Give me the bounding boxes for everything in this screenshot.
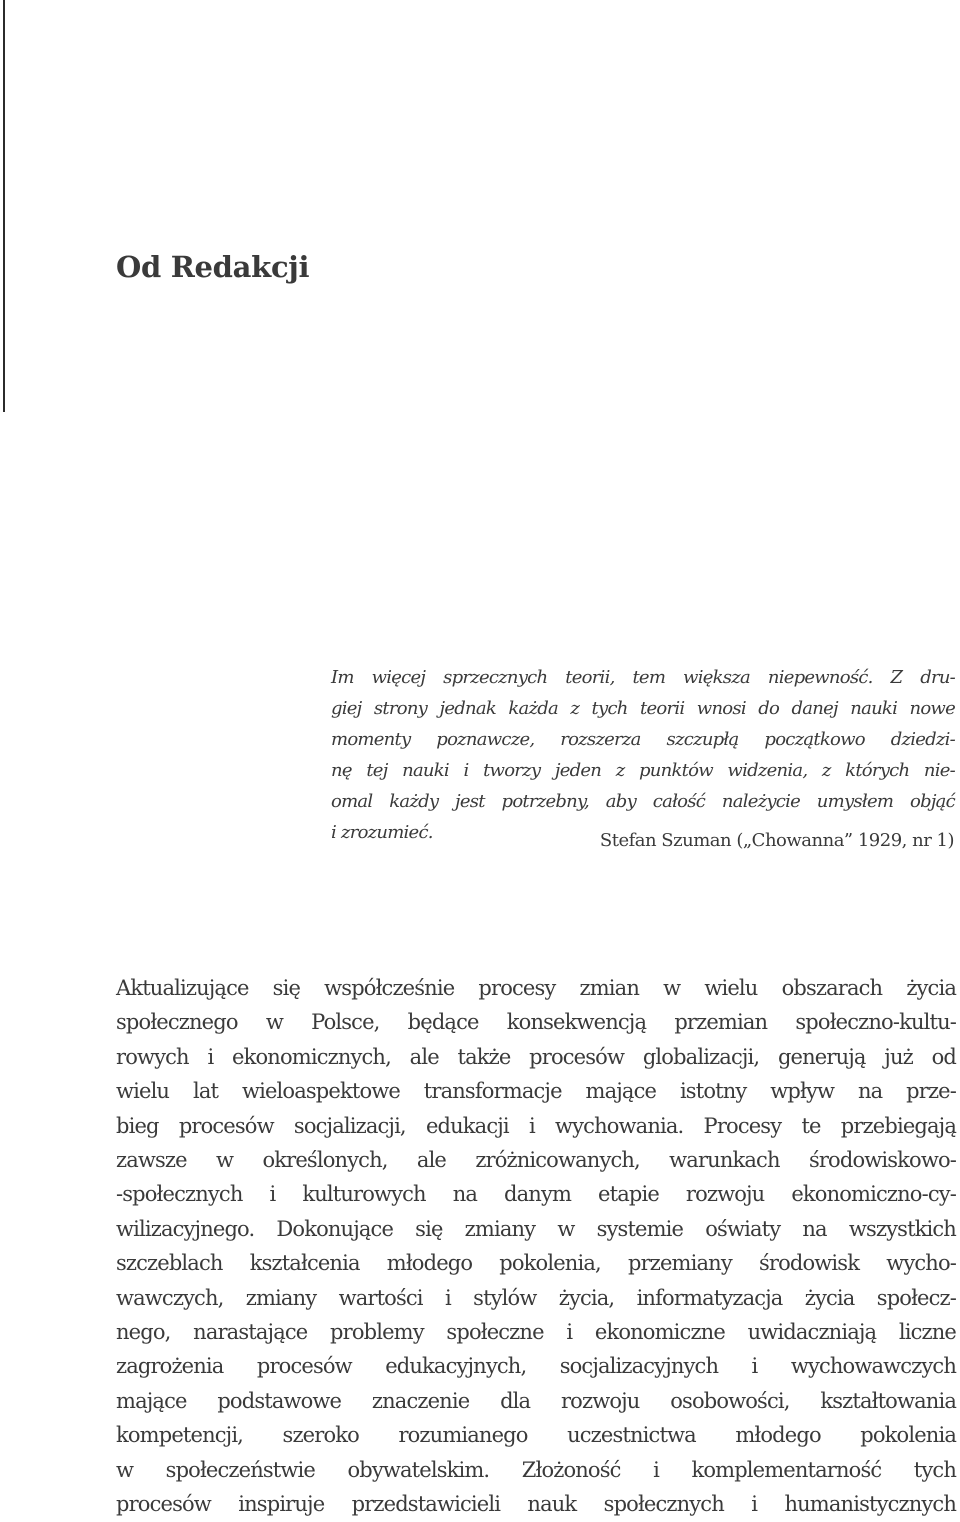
page-title: Od Redakcji [116, 250, 310, 284]
body-line: wawczych, zmiany wartości i stylów życia, informatyzacja życia społecz- [116, 1285, 956, 1310]
epigraph [331, 662, 955, 848]
body-line: szczeblach kształcenia młodego pokolenia, przemiany środowisk wycho- [116, 1251, 956, 1276]
body-line: -społecznych i kulturowych na danym etapie rozwoju ekonomiczno-cy- [116, 1182, 956, 1207]
margin-rule [3, 0, 5, 412]
body-line: nego, narastające problemy społeczne i ekonomiczne uwidaczniają liczne [116, 1320, 956, 1345]
body-line: kompetencji, szeroko rozumianego uczestnictwa młodego pokolenia [116, 1423, 956, 1448]
body-paragraph [116, 971, 956, 1522]
body-line: wilizacyjnego. Dokonujące się zmiany w systemie oświaty na wszystkich [116, 1216, 956, 1241]
body-line: w społeczeństwie obywatelskim. Złożoność i komplementarność tych [116, 1457, 956, 1482]
body-line: rowych i ekonomicznych, ale także procesów globalizacji, generują już od [116, 1044, 956, 1069]
body-line: wielu lat wieloaspektowe transformacje mające istotny wpływ na prze- [116, 1079, 956, 1104]
epigraph-line: i zrozumieć. [331, 822, 433, 843]
epigraph-line: momenty poznawcze, rozszerza szczupłą początkowo dziedzi- [331, 729, 955, 750]
epigraph-source: Stefan Szuman („Chowanna” 1929, nr 1) [599, 830, 954, 851]
epigraph-line: omal każdy jest potrzebny, aby całość należycie umysłem objąć [331, 791, 955, 812]
body-line: zagrożenia procesów edukacyjnych, socjalizacyjnych i wychowawczych [116, 1354, 956, 1379]
body-line: Aktualizujące się współcześnie procesy zmian w wielu obszarach życia [116, 976, 956, 1000]
body-line: zawsze w określonych, ale zróżnicowanych, warunkach środowiskowo- [116, 1148, 956, 1173]
body-line: mające podstawowe znaczenie dla rozwoju osobowości, kształtowania [116, 1388, 956, 1413]
epigraph-line: giej strony jednak każda z tych teorii wnosi do danej nauki nowe [331, 698, 955, 719]
body-line: procesów inspiruje przedstawicieli nauk społecznych i humanistycznych [116, 1492, 956, 1517]
epigraph-line: Im więcej sprzecznych teorii, tem większa niepewność. Z dru- [331, 667, 955, 688]
epigraph-line: nę tej nauki i tworzy jeden z punktów widzenia, z których nie- [331, 760, 955, 781]
body-line: społecznego w Polsce, będące konsekwencją przemian społeczno-kultu- [116, 1010, 956, 1035]
body-line: bieg procesów socjalizacji, edukacji i wychowania. Procesy te przebiegają [116, 1113, 956, 1138]
